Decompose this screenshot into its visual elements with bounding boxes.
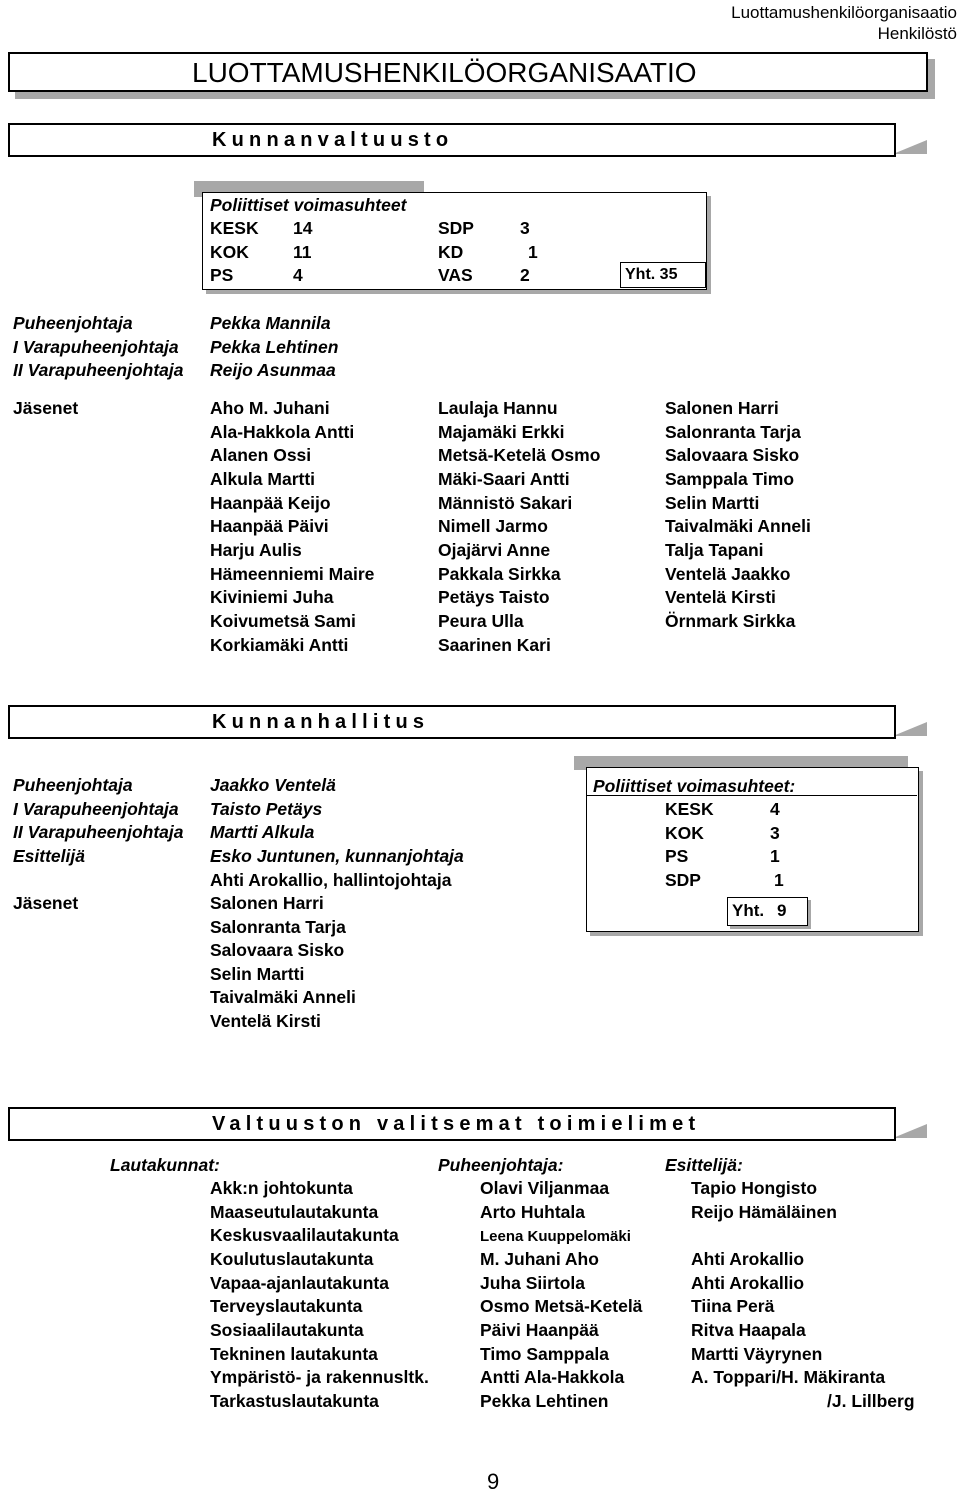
member-name: Alanen Ossi [210,445,312,466]
poll2-seats: 3 [770,822,780,843]
page-number: 9 [487,1469,500,1494]
page-title: LUOTTAMUSHENKILÖORGANISAATIO [192,57,697,88]
member-name: Metsä-Ketelä Osmo [438,445,601,466]
board-presenter: Martti Väyrynen [691,1343,823,1364]
poll-party: KOK [210,241,249,262]
poll-party: PS [210,265,234,286]
section-toimielimet-heading: Valtuuston valitsemat toimielimet [212,1113,701,1135]
board-presenter: Ahti Arokallio [691,1272,805,1293]
board-presenter: Tapio Hongisto [691,1178,818,1198]
poll2-party: PS [665,846,689,867]
member-name: Taivalmäki Anneli [210,987,356,1008]
member-name: Peura Ulla [438,610,524,631]
board-chair: Arto Huhtala [480,1201,585,1222]
board-name: Akk:n johtokunta [210,1178,353,1198]
board-name: Sosiaalilautakunta [210,1319,364,1340]
poll2-total: 9 [777,901,787,920]
board-presenter: Tiina Perä [691,1296,775,1317]
poll2-seats: 1 [774,869,784,890]
col-header-chair: Puheenjohtaja: [438,1155,564,1175]
member-name: Harju Aulis [210,539,302,560]
board-name: Vapaa-ajanlautakunta [210,1272,389,1293]
member-name: Haanpää Päivi [210,516,329,537]
board-name: Tarkastuslautakunta [210,1390,379,1411]
poll2-total-label: Yht. [732,901,765,920]
hallitus-extra: Ahti Arokallio, hallintojohtaja [210,870,452,890]
board-name: Keskusvaalilautakunta [210,1225,399,1246]
board-chair: Olavi Viljanmaa [480,1178,610,1198]
poll-seats: 1 [528,241,538,262]
member-name: Örnmark Sirkka [665,610,796,631]
section-hallitus-box [8,705,896,739]
poll2-seats: 1 [770,846,780,867]
officer-name: Pekka Lehtinen [210,336,339,357]
member-name: Majamäki Erkki [438,421,565,442]
officer-role: I Varapuheenjohtaja [13,798,179,819]
board-presenter: /J. Lillberg [827,1390,915,1411]
board-chair: Juha Siirtola [480,1272,586,1293]
member-name: Samppala Timo [665,468,795,489]
member-name: Hämeenniemi Maire [210,563,375,584]
section-shadow [893,1124,927,1138]
poll-seats: 3 [520,218,530,238]
board-name: Ympäristö- ja rakennusltk. [210,1367,429,1388]
section-toimielimet-box [8,1107,896,1141]
member-name: Ventelä Jaakko [665,563,791,584]
poll2-total-box [727,897,808,926]
header-line1: Luottamushenkilöorganisaatio [731,3,957,22]
board-chair: Antti Ala-Hakkola [480,1367,625,1388]
poll2-seats: 4 [770,799,780,819]
member-name: Selin Martti [210,963,305,984]
board-chair: M. Juhani Aho [480,1248,599,1269]
poll-seats: 11 [293,241,312,262]
officer-name: Martti Alkula [210,822,315,843]
section-valtuusto-box [8,123,896,157]
officer-role: Esittelijä [13,845,85,866]
member-name: Salonen Harri [210,893,324,913]
member-name: Salonranta Tarja [210,916,346,937]
page-title-box [8,52,928,92]
officer-role: Puheenjohtaja [13,775,133,795]
board-name: Terveyslautakunta [210,1296,363,1317]
officer-role: I Varapuheenjohtaja [13,336,179,357]
member-name: Selin Martti [665,492,760,513]
member-name: Koivumetsä Sami [210,610,356,631]
member-name: Salovaara Sisko [210,940,345,961]
member-name: Laulaja Hannu [438,398,558,418]
poll-party: KD [438,241,464,262]
officer-role: Puheenjohtaja [13,313,133,333]
member-name: Pakkala Sirkka [438,563,561,584]
poll-party: VAS [438,265,473,286]
member-name: Kiviniemi Juha [210,587,334,608]
board-presenter: A. Toppari/H. Mäkiranta [691,1367,886,1388]
officer-name: Taisto Petäys [210,798,323,819]
col-header-presenter: Esittelijä: [665,1155,743,1175]
member-name: Ventelä Kirsti [210,1011,321,1031]
board-presenter: Reijo Hämäläinen [691,1201,837,1222]
col-header-board: Lautakunnat: [110,1155,220,1175]
member-name: Talja Tapani [665,539,764,560]
poll-seats: 2 [520,265,530,286]
member-name: Salovaara Sisko [665,445,800,466]
poll2-party: KOK [665,822,704,843]
member-name: Taivalmäki Anneli [665,516,811,537]
member-name: Saarinen Kari [438,634,551,655]
member-name: Petäys Taisto [438,587,550,608]
poll2-heading: Poliittiset voimasuhteet: [593,776,796,796]
officer-role: II Varapuheenjohtaja [13,822,184,843]
poll-total: Yht. 35 [625,266,678,283]
poll-seats: 4 [293,265,303,286]
member-name: Ventelä Kirsti [665,587,776,608]
valtuusto-members-label: Jäsenet [13,398,79,418]
member-name: Mäki-Saari Antti [438,468,570,489]
officer-name: Esko Juntunen, kunnanjohtaja [210,845,464,866]
section-shadow [893,722,927,736]
board-chair: Päivi Haanpää [480,1319,599,1340]
poll-seats: 14 [293,218,313,238]
poll-party: KESK [210,218,259,238]
member-name: Ala-Hakkola Antti [210,421,355,442]
running-header [731,2,957,44]
section-hallitus-heading: Kunnanhallitus [212,711,430,733]
section-shadow [893,140,927,154]
board-chair: Timo Samppala [480,1343,610,1364]
member-name: Salonen Harri [665,398,779,418]
board-chair: Leena Kuuppelomäki [480,1228,631,1246]
member-name: Nimell Jarmo [438,516,548,537]
poll-total-box [620,262,706,288]
board-chair: Pekka Lehtinen [480,1390,609,1411]
officer-name: Jaakko Ventelä [210,775,336,795]
poll-party: SDP [438,218,474,238]
member-name: Alkula Martti [210,468,316,489]
hallitus-members-label: Jäsenet [13,893,79,913]
poll2-party: SDP [665,869,701,890]
board-presenter: Ahti Arokallio [691,1248,805,1269]
member-name: Haanpää Keijo [210,492,331,513]
poll-heading: Poliittiset voimasuhteet [210,195,407,215]
member-name: Korkiamäki Antti [210,634,349,655]
member-name: Aho M. Juhani [210,398,330,418]
board-presenter: Ritva Haapala [691,1319,806,1340]
board-name: Maaseutulautakunta [210,1201,379,1222]
member-name: Ojajärvi Anne [438,539,551,560]
board-name: Koulutuslautakunta [210,1248,374,1269]
officer-name: Reijo Asunmaa [210,360,336,381]
officer-name: Pekka Mannila [210,313,331,333]
section-valtuusto-heading: Kunnanvaltuusto [212,129,454,151]
member-name: Salonranta Tarja [665,421,801,442]
member-name: Männistö Sakari [438,492,573,513]
board-chair: Osmo Metsä-Ketelä [480,1296,643,1317]
poll2-party: KESK [665,799,714,819]
officer-role: II Varapuheenjohtaja [13,360,184,381]
header-line2: Henkilöstö [877,24,957,43]
board-name: Tekninen lautakunta [210,1343,378,1364]
